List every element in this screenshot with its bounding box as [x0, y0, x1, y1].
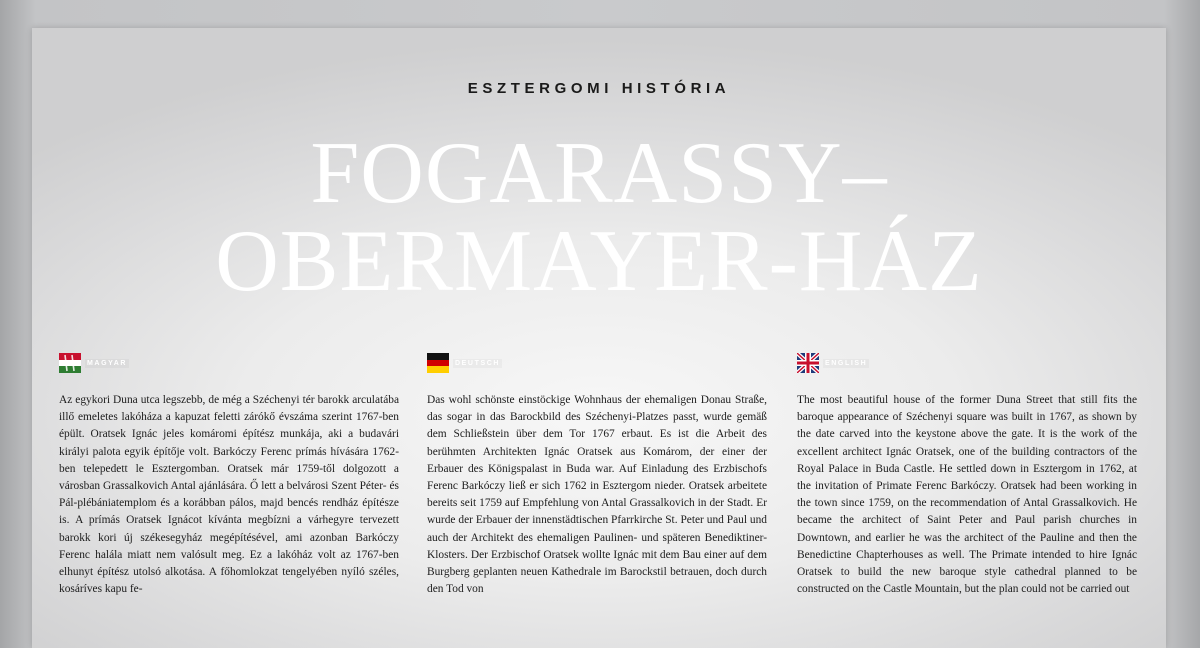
language-label: ENGLISH [825, 359, 868, 367]
language-label: MAGYAR [87, 359, 128, 367]
language-header [59, 352, 399, 374]
title-line-2: OBERMAYER-HÁZ [215, 213, 983, 310]
title-line-1: FOGARASSY– [310, 125, 888, 222]
hungary-flag-icon [59, 353, 81, 373]
column-hungarian [59, 352, 399, 598]
magazine-page [32, 28, 1166, 648]
language-header [427, 352, 767, 374]
language-header [797, 352, 1137, 374]
uk-flag-icon [797, 353, 819, 373]
article-body: Az egykori Duna utca legszebb, de még a Széchenyi tér barokk arculatába illő emeletes lakóháza a kapuzat feletti zárókő évszáma szerint 1767-ben épült. Oratsek Ignác jeles komáromi építész munkája, aki a budavári királyi palota egyik építője volt. Barkóczy Ferenc prímás hívására 1762-ben telepedett le Esztergomban. Oratsek már 1759-től dolgozott a városban Grassalkovich Antal ajánlására. Ő lett a belvárosi Szent Péter- és Pál-plébániatemplom és a korábban pálos, majd bencés rendház építésze is. A prímás Oratsek Ignácot kívánta megbízni a várhegyre tervezett barokk kori új székesegyház megépítésével, ami azonban Barkóczy Ferenc halála miatt nem valósult meg. Ez a lakóház volt az 1767-ben elhunyt építész utolsó alkotása. A főhomlokzat tengelyében nyíló széles, kosáríves kapu fe- [59, 394, 399, 596]
article-title [32, 125, 1166, 310]
germany-flag-icon [427, 353, 449, 373]
article-body: The most beautiful house of the former Duna Street that still fits the baroque appearance of Széchenyi square was built in 1767, as shown by the date carved into the keystone above the gate. It is the work of the excellent architect Ignác Oratsek, one of the building contractors of the Royal Palace in Buda Castle. He settled down in Esztergom in 1762, at the invitation of Primate Ferenc Barkóczy. Oratsek had been working in the town since 1759, on the recommendation of Antal Grassalkovich. He became the architect of Saint Peter and Paul parish churches in Downtown, and earlier he was the architect of the Pauline and then the Benedictine Chapterhouses as well. The Primate intended to hire Ignác Oratsek to build the new baroque style cathedral planned to be constructed on the Castle Mountain, but the plan could not be carried out [797, 394, 1137, 596]
article-body: Das wohl schönste einstöckige Wohnhaus der ehemaligen Donau Straße, das sogar in das Barockbild des Széchenyi-Platzes passt, wurde gemäß dem Schließstein über dem Tor 1767 erbaut. Es ist die Arbeit des berühmten Architekten Ignác Oratsek aus Komárom, der einer der Erbauer des Königspalast in Buda war. Auf Einladung des Erzbischofs Ferenc Barkóczy ließ er sich 1762 in Esztergom nieder. Oratsek arbeitete bereits seit 1759 auf Empfehlung von Antal Grassalkovich in der Stadt. Er wurde der Erbauer der innenstädtischen Pfarrkirche St. Peter und Paul und auch der Architekt des ehemaligen Paulinen- und späteren Benediktiner-Klosters. Der Erzbischof Oratsek wollte Ignác mit dem Bau einer auf dem Burgberg geplanten neuen Kathedrale im Barockstil betrauen, doch durch den Tod von [427, 394, 767, 596]
column-english [797, 352, 1137, 598]
language-label: DEUTSCH [455, 359, 501, 367]
section-kicker: ESZTERGOMI HISTÓRIA [467, 80, 731, 97]
column-german [427, 352, 767, 598]
